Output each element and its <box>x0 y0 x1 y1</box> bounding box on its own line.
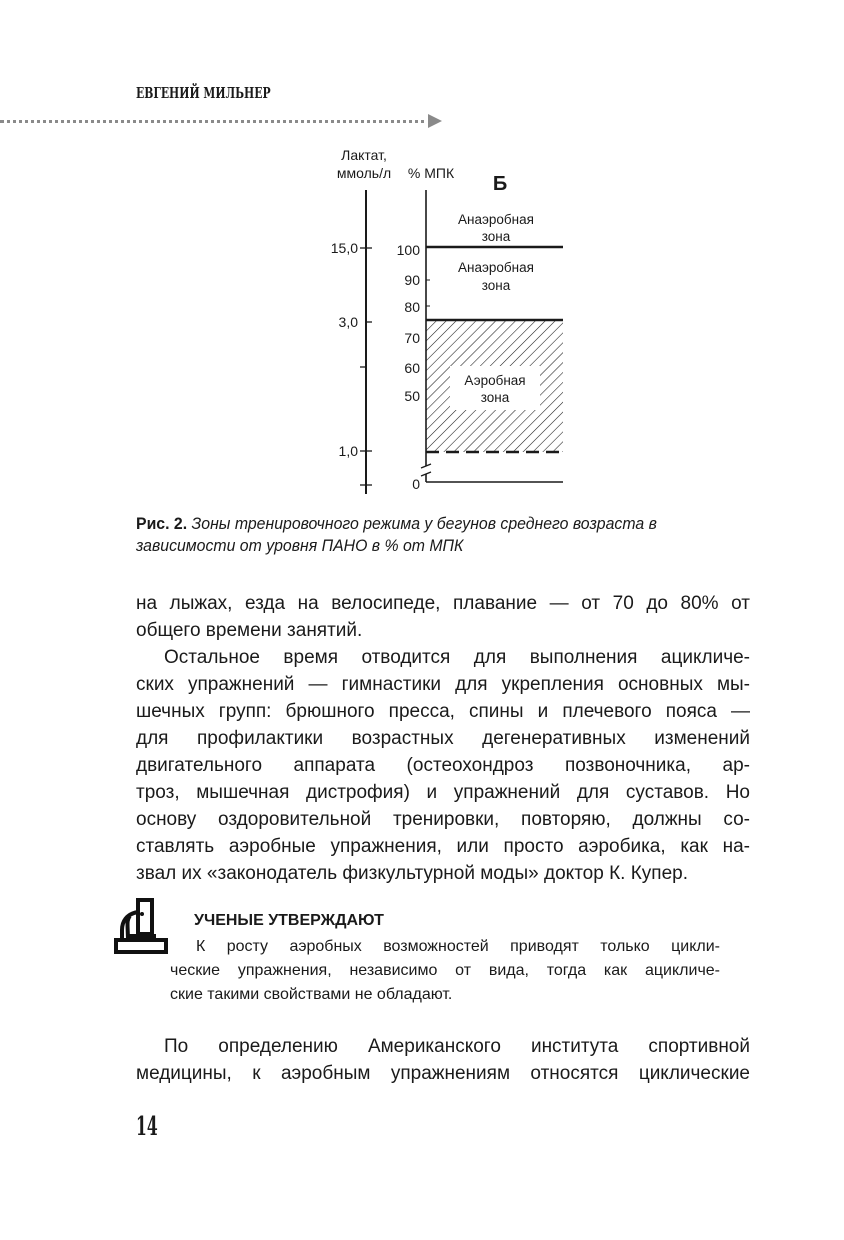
running-head-author: ЕВГЕНИЙ МИЛЬНЕР <box>136 84 271 102</box>
left-tick-label-1: 1,0 <box>338 443 358 459</box>
sidebar-line: К росту аэробных возможностей приводят только цикли- <box>196 938 720 955</box>
right-tick-label-100: 100 <box>396 242 420 258</box>
microscope-icon <box>112 896 170 956</box>
text-line: ских упражнений — гимнастики для укрепления основных мы- <box>136 674 750 695</box>
text-line: Остальное время отводится для выполнения ацикличе- <box>164 647 750 668</box>
body-paragraph-3 <box>136 1033 750 1087</box>
figure-caption-text: Зоны тренировочного режима у бегунов среднего возраста в зависимости от уровня ПАНО в % от МПК <box>136 515 657 555</box>
right-tick-label-50: 50 <box>404 388 420 404</box>
right-tick-label-60: 60 <box>404 360 420 376</box>
text-line: троз, мышечная дистрофия) и упражнений для суставов. Но <box>136 782 750 803</box>
zone-label-mid-line1: Анаэробная <box>458 260 534 275</box>
header-dotted-rule <box>0 120 432 123</box>
text-line: двигательного аппарата (остеохондроз позвоночника, ар- <box>136 755 750 776</box>
zone-label-upper-line2: зона <box>481 229 511 244</box>
page-number: 14 <box>136 1112 158 1142</box>
text-line: общего времени занятий. <box>136 620 363 641</box>
text-line: основу оздоровительной тренировки, повторяю, должны со- <box>136 809 750 830</box>
text-line: звал их «законодатель физкультурной моды» доктор К. Купер. <box>136 863 688 884</box>
zone-label-aerobic-line1: Аэробная <box>464 373 526 388</box>
zone-diagram <box>300 140 580 500</box>
right-tick-label-70: 70 <box>404 330 420 346</box>
text-line: По определению Американского института спортивной <box>164 1036 750 1057</box>
arrow-right-icon <box>428 114 442 128</box>
panel-label: Б <box>492 173 508 195</box>
text-line: на лыжах, езда на велосипеде, плавание — от 70 до 80% от <box>136 593 750 614</box>
zone-label-upper-line1: Анаэробная <box>458 212 534 227</box>
figure-caption <box>136 513 722 557</box>
zone-label-aerobic-line2: зона <box>480 390 510 405</box>
left-axis-title-line1: Лактат, <box>341 147 387 163</box>
figure-caption-label: Рис. 2. <box>136 515 188 533</box>
body-paragraph-2 <box>136 644 750 887</box>
right-tick-label-0: 0 <box>412 476 420 492</box>
right-axis-title: % МПК <box>407 165 455 181</box>
text-line: медицины, к аэробным упражнениям относятся циклические <box>136 1063 750 1084</box>
left-axis-title-line2: ммоль/л <box>336 165 392 181</box>
right-tick-label-90: 90 <box>404 272 420 288</box>
right-tick-label-80: 80 <box>404 299 420 315</box>
text-line: шечных групп: брюшного пресса, спины и плечевого пояса — <box>136 701 750 722</box>
sidebar-title: УЧЕНЫЕ УТВЕРЖДАЮТ <box>194 912 384 929</box>
left-tick-label-3: 3,0 <box>338 314 358 330</box>
sidebar-text <box>170 935 720 1007</box>
zone-label-mid-line2: зона <box>481 278 511 293</box>
left-tick-label-15: 15,0 <box>330 240 358 256</box>
text-line: для профилактики возрастных дегенеративных изменений <box>136 728 750 749</box>
body-paragraph-1 <box>136 590 750 644</box>
sidebar-line: ческие упражнения, независимо от вида, тогда как ацикличе- <box>170 962 720 979</box>
sidebar-line: ские такими свойствами не обладают. <box>170 986 453 1003</box>
text-line: ставлять аэробные упражнения, или просто аэробика, как на- <box>136 836 750 857</box>
